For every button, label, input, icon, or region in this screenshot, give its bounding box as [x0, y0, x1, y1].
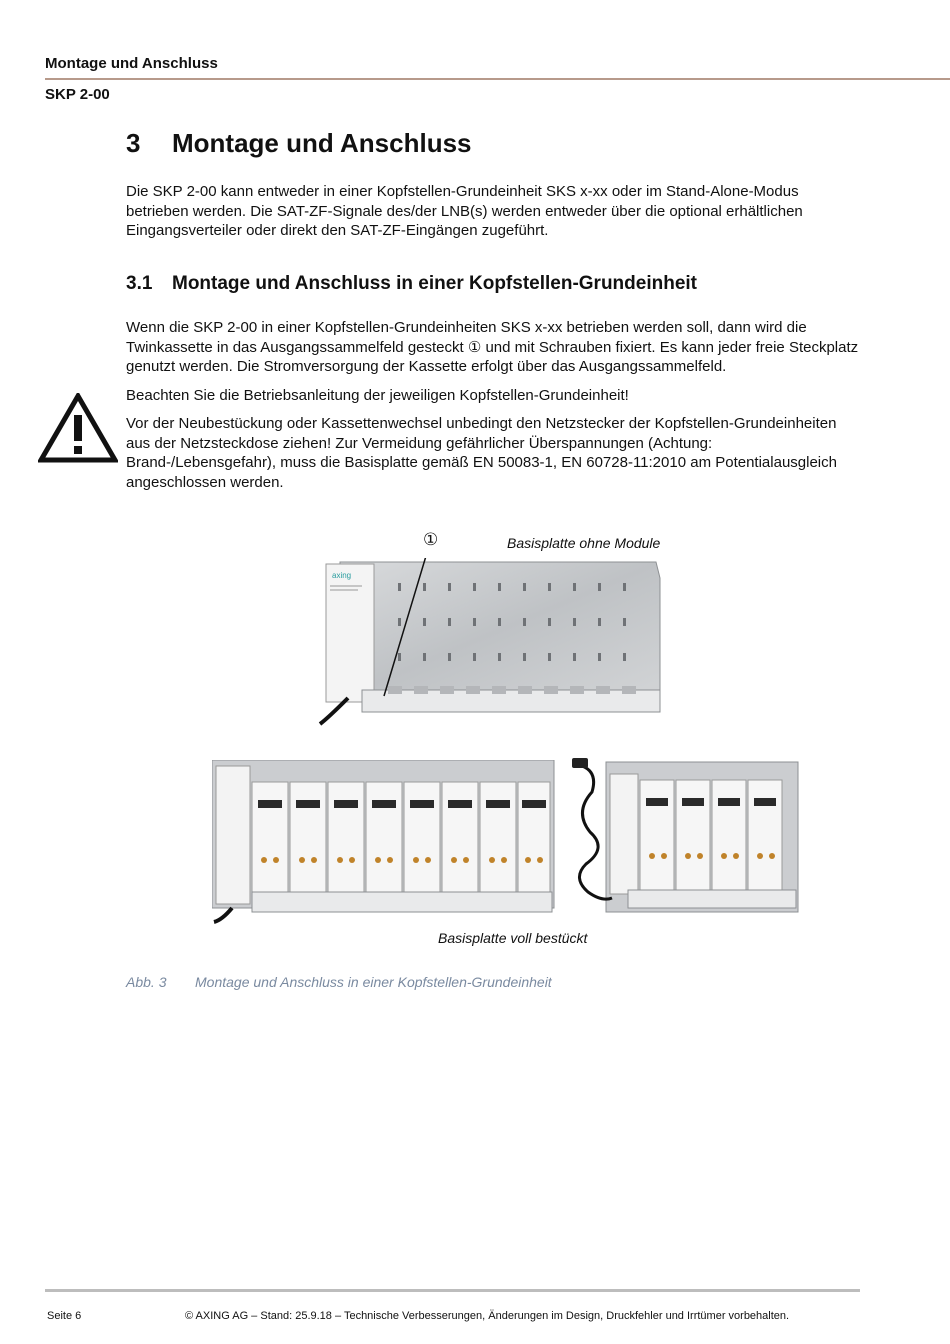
figure-caption-text: Montage und Anschluss in einer Kopfstellen-Grundeinheit — [195, 974, 552, 990]
footer-rule — [45, 1289, 860, 1292]
section-intro: Die SKP 2-00 kann entweder in einer Kopfstellen-Grundeinheit SKS x-xx oder im Stand-Alone-Modus betrieben werden. Die SAT-ZF-Signale des/der LNB(s) werden entweder über die optional erhältlichen Eingangsverteiler oder direkt den SAT-ZF-Eingängen zugeführt. — [126, 183, 803, 239]
figure-caption-number: Abb. 3 — [126, 974, 167, 990]
subsection-number: 3.1 — [126, 273, 153, 294]
instruction-note: Beachten Sie die Betriebsanleitung der jeweiligen Kopfstellen-Grundeinheit! — [126, 387, 629, 404]
figure-label-full: Basisplatte voll bestückt — [438, 930, 588, 946]
baseplate-full-left-image — [212, 760, 560, 925]
warning-icon — [38, 393, 118, 463]
subsection-title: Montage und Anschluss in einer Kopfstellen-Grundeinheit — [172, 273, 697, 294]
figure-label-empty: Basisplatte ohne Module — [507, 535, 661, 551]
header-rule — [45, 78, 950, 80]
baseplate-full-right-image — [568, 752, 800, 917]
header-title: Montage und Anschluss — [45, 55, 218, 72]
header-subtitle: SKP 2-00 — [45, 86, 110, 103]
section-title: Montage und Anschluss — [172, 128, 472, 158]
subsection-paragraph: Wenn die SKP 2-00 in einer Kopfstellen-Grundeinheiten SKS x-xx betrieben werden soll, dann wird die Twinkassette in das Ausgangssammelfeld gesteckt ① und mit Schrauben fixiert. Es kann jeder freie Steckplatz genutzt werden. Die Stromversorgung der Kassette erfolgt über das Ausgangssammelfeld. — [126, 319, 859, 375]
brand-logo: axing — [332, 571, 352, 580]
section-number: 3 — [126, 128, 141, 158]
callout-number: ① — [423, 530, 439, 549]
baseplate-empty-image — [318, 558, 663, 728]
warning-text: Vor der Neubestückung oder Kassettenwechsel unbedingt den Netzstecker der Kopfstellen-Grundeinheiten aus der Netzsteckdose ziehen! Zur Vermeidung gefährlicher Überspannungen (Achtung: Brand-/Lebensgefahr), muss die Basisplatte gemäß EN 50083-1, EN 60728-11:2010 am Potentialausgleich angeschlossen werden. — [126, 415, 837, 491]
footer-copyright: © AXING AG – Stand: 25.9.18 – Technische Verbesserungen, Änderungen im Design, Druckfehler und Irrtümer vorbehalten. — [185, 1310, 790, 1322]
footer-page-number: Seite 6 — [47, 1310, 82, 1322]
